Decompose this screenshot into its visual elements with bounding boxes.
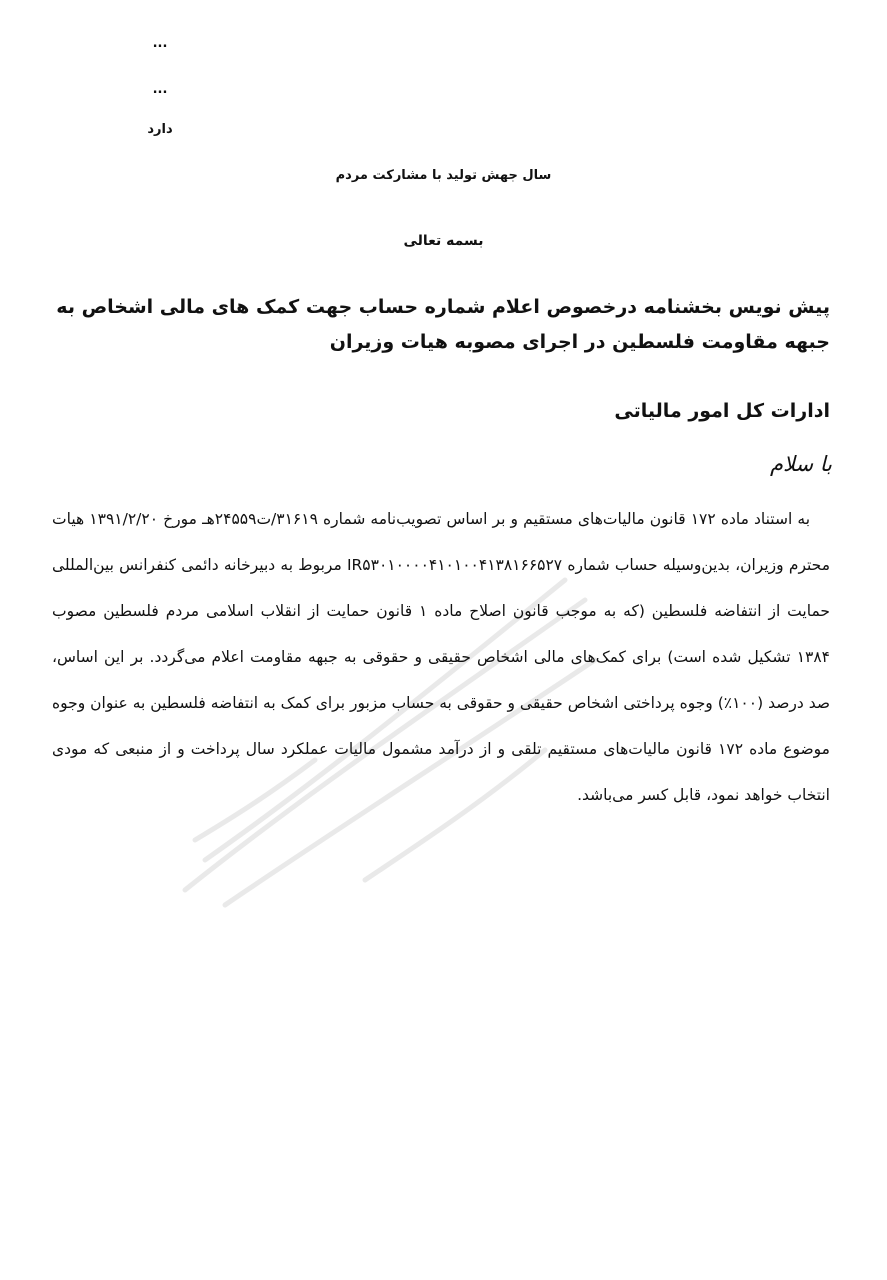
greeting: با سلام	[769, 452, 832, 476]
year-slogan: سال جهش تولید با مشارکت مردم	[335, 168, 552, 183]
bismillah-heading: بسمه تعالی	[403, 233, 484, 249]
recipient-heading: ادارات کل امور مالیاتی	[614, 400, 830, 422]
header-ellipsis-2: ...	[152, 82, 168, 97]
body-paragraph: به استناد ماده ۱۷۲ قانون مالیات‌های مستقیم و بر اساس تصویب‌نامه شماره ۳۱۶۱۹/ت۲۴۵۵۹هـ مورخ ۱۳۹۱/۲/۲۰ هیات محترم وزیران، بدین‌وسیله حساب شماره IR۵۳۰۱۰۰۰۰۴۱۰۱۰۰۴۱۳۸۱۶۶۵۲۷ مربوط به دبیرخانه دائمی کنفرانس بین‌المللی حمایت از انتفاضه فلسطین (که به موجب قانون اصلاح ماده ۱ قانون حمایت از انقلاب اسلامی مردم فلسطین مصوب ۱۳۸۴ تشکیل شده است) برای کمک‌های مالی اشخاص حقیقی و حقوقی به جبهه مقاومت اعلام می‌گردد. بر این اساس، صد درصد (۱۰۰٪) وجوه پرداختی اشخاص حقیقی و حقوقی به حساب مزبور برای کمک به انتفاضه فلسطین به عنوان وجوه موضوع ماده ۱۷۲ قانون مالیات‌های مستقیم تلقی و از درآمد مشمول مالیات عملکرد سال پرداخت و از منبعی که مودی انتخاب خواهد نمود، قابل کسر می‌باشد.	[52, 510, 830, 804]
document-title: پیش نویس بخشنامه درخصوص اعلام شماره حساب جهت کمک های مالی اشخاص به جبهه مقاومت فلسطین در اجرای مصوبه هیات وزیران	[56, 296, 830, 353]
header-ellipsis-1: ...	[152, 36, 168, 51]
header-label-dare: دارد	[147, 122, 173, 137]
